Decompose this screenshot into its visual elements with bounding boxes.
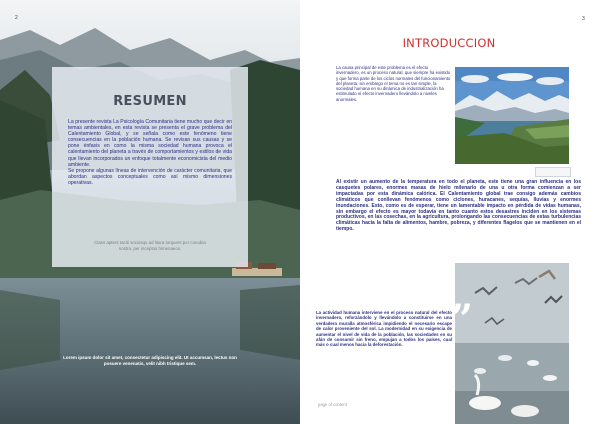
page-number-left: 2: [15, 15, 18, 21]
footer-lorem: Lorem ipsum dolor sit amet, consectetur adipiscing elit. Ut accumsan, lectus non posuere venenatis, velit nibh tristique sem.: [63, 355, 237, 366]
page-number-right: 3: [582, 16, 585, 22]
intro-text: La causa principal de este problema es el efecto invernadero, es un proceso natural, que siempre ha existido y que forma parte de los ciclos normales del funcionamiento del planeta, sin embargo el tema no es tan simple, la sociedad humana en su dinámica de industrialización ha estimulado el efecto invernadero llevándolo a niveles anormales.: [336, 65, 451, 102]
body-text: Al existir un aumento de la temperatura en todo el planeta, este tiene una gran influencia en los casquetes polares, enormes masas de hielo milenario de una u otra forma comienzan a ser impactadas por esta dinámica calórica. El Calentamiento global trae consigo además cambios climáticos que conllevan fenómenos como ciclones, huracanes, sequías, lluvias y enormes inundaciones. Esto, como es de esperar, tiene un lamentable impacto en pérdida de vidas humanas, sin embargo el efecto es mayor todavía en tanto cuanto estos desastres inciden en los sistemas productivos, en las cosechas, en la agricultura, prolongando las consecuencias de estas turbulencias climáticas hacia la falta de alimentos, hambre, pobreza, y diferentes flagelos que se mantienen en el tiempo.: [336, 179, 581, 233]
quote-mark-icon: ”: [450, 296, 474, 343]
page-footer: page of content: [318, 402, 347, 407]
photo-caption-box: [535, 167, 571, 177]
mountain-lake-photo: [455, 67, 569, 164]
side-text: La actividad humana interviene en el proceso natural del efecto invernadero, reforzándolo y llevándolo a constituirse en una verdadera muralla atmosférica impidiendo el necesario escape de calor proveniente del sol. La modernidad en su exigencia de aumentar el nivel de vida de la población, las sociedades en su afán de consumir sin freno, empujan a todos los países, cual más o cual menos hacia la deforestación.: [316, 310, 452, 348]
seagulls-photo: [455, 263, 569, 424]
resumen-body: La presente revista La Psicología Comunitaria tiene mucho que decir en temas ambientales, en esta revista se presenta el grave problema del Calentamiento Global, y se señala como este fenómeno tiene consecuencias en la población humana. Se revisan sus causas y se pone énfasis en como la misma sociedad humana provoca el calentamiento del planeta a través de comportamientos y estilos de vida que llevan incorporados un enfoque totalmente economicista del medio ambiente. Se propone algunas líneas de intervención de carácter comunitaria, que abordan aspectos conceptuales como así mismo dimensiones operativas.: [68, 119, 232, 186]
resumen-box: [52, 67, 248, 267]
resumen-title: RESUMEN: [113, 94, 187, 109]
intro-title: INTRODUCCION: [402, 36, 496, 50]
resumen-quote: Class aptent taciti sociosqu ad litora torquent per conubia nostra, per inceptos himenaeos.: [94, 240, 206, 251]
